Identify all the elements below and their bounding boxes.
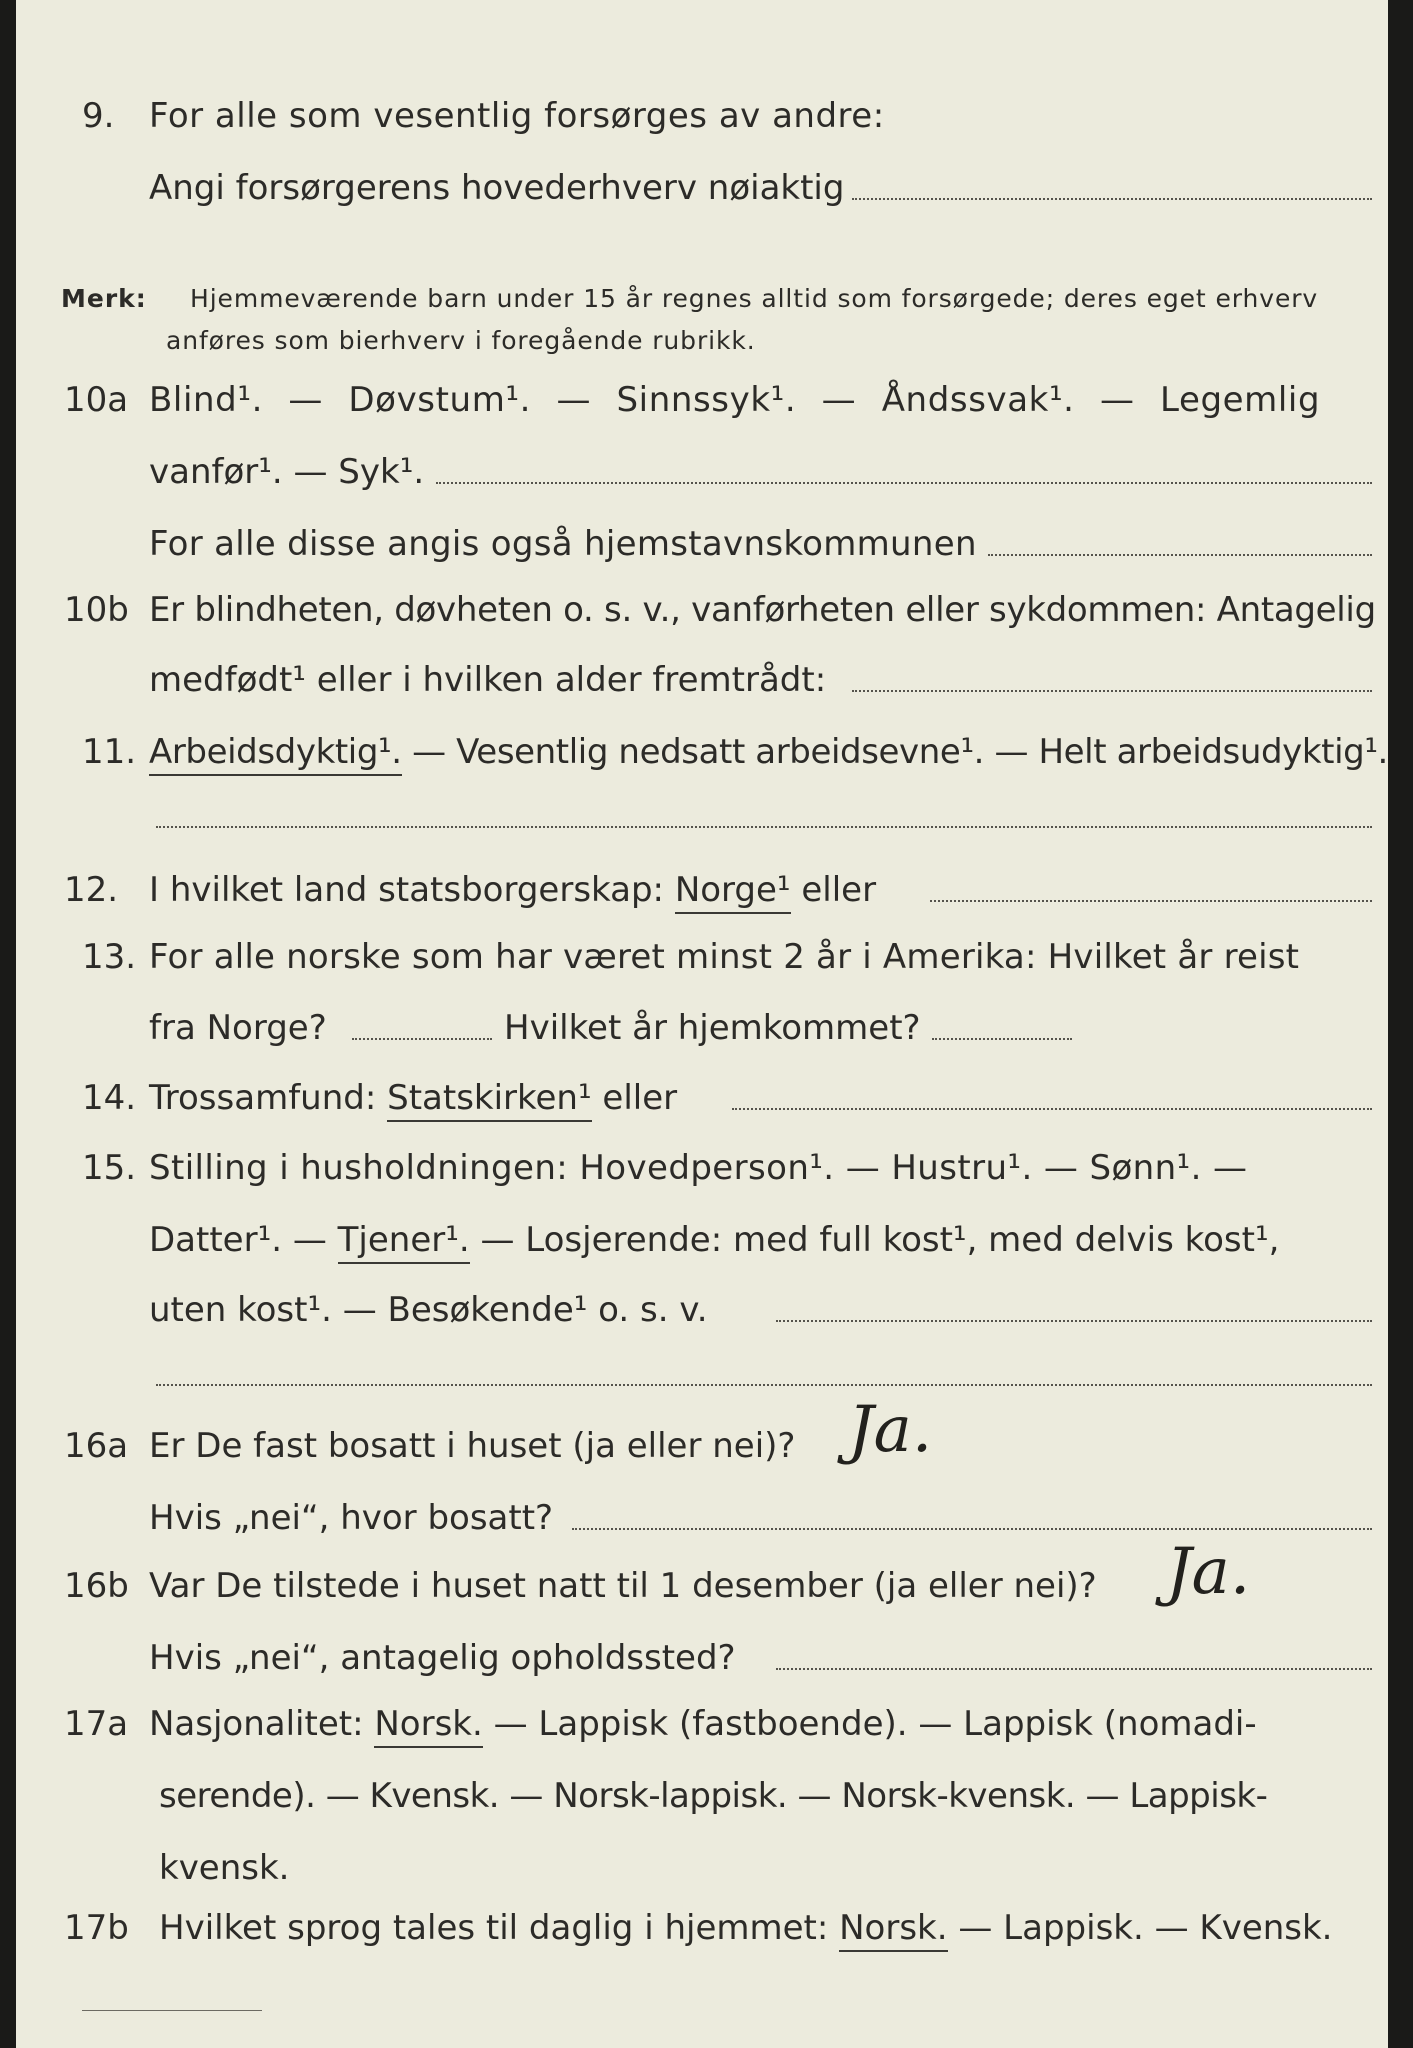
q10a-line1: Blind¹. — Døvstum¹. — Sinnssyk¹. — Åndssvak¹. — Legemlig [149, 380, 1321, 420]
q17a-line2: serende). — Kvensk. — Norsk-lappisk. — Norsk-kvensk. — Lappisk- [159, 1776, 1268, 1816]
q13-line2a: fra Norge? [149, 1008, 327, 1048]
q15-line2b: — Losjerende: med full kost¹, med delvis kost¹, [480, 1220, 1280, 1260]
census-form-page [16, 0, 1388, 2048]
q16a-answer-line[interactable] [572, 1528, 1372, 1530]
q16b-number: 16b [64, 1566, 129, 1606]
q10a-answer-line2[interactable] [988, 554, 1372, 556]
q10b-line2: medfødt¹ eller i hvilken alder fremtrådt: [149, 660, 827, 700]
q16a-line2: Hvis „nei“, hvor bosatt? [149, 1498, 554, 1538]
q12-option-selected[interactable]: Norge¹ [675, 870, 791, 914]
q12-answer-line[interactable] [930, 900, 1372, 902]
q11-option-selected[interactable]: Arbeidsdyktig¹. [149, 732, 402, 776]
q17a-line1 [149, 1704, 1257, 1744]
q12-suffix: eller [801, 870, 877, 910]
q16a-handwritten-answer[interactable]: Ja. [848, 1393, 933, 1467]
q15-line3: uten kost¹. — Besøkende¹ o. s. v. [149, 1290, 708, 1330]
q14-text [149, 1078, 677, 1118]
q17a-line1rest: — Lappisk (fastboende). — Lappisk (nomadi- [493, 1704, 1257, 1744]
note-label: Merk: [61, 284, 147, 313]
q12-text [149, 870, 876, 910]
q16b-line1: Var De tilstede i huset natt til 1 desember (ja eller nei)? [149, 1566, 1097, 1606]
q15-number: 15. [82, 1148, 137, 1188]
note-line2: anføres som bierhverv i foregående rubrikk. [166, 326, 756, 355]
q14-option-selected[interactable]: Statskirken¹ [387, 1078, 591, 1122]
q12-number: 12. [64, 870, 119, 910]
q13-number: 13. [82, 937, 137, 977]
q10a-line2: vanfør¹. — Syk¹. [149, 452, 425, 492]
q13-return-line[interactable] [932, 1038, 1072, 1040]
q9-number: 9. [82, 96, 115, 136]
q17b-prefix: Hvilket sprog tales til daglig i hjemmet: [159, 1908, 829, 1948]
q9-line1: For alle som vesentlig forsørges av andre: [149, 96, 885, 136]
q12-prefix: I hvilket land statsborgerskap: [149, 870, 664, 910]
q17a-number: 17a [64, 1704, 129, 1744]
q10a-number: 10a [64, 380, 129, 420]
q14-suffix: eller [602, 1078, 678, 1118]
q11-rest: — Vesentlig nedsatt arbeidsevne¹. — Helt arbeidsudyktig¹. [401, 732, 1388, 772]
footnote-divider [82, 2010, 262, 2011]
q13-departure-line[interactable] [352, 1038, 492, 1040]
q14-number: 14. [82, 1078, 137, 1118]
q16a-number: 16a [64, 1426, 129, 1466]
q9-answer-line[interactable] [852, 198, 1372, 200]
q17b-option-selected[interactable]: Norsk. [839, 1908, 947, 1952]
q10a-answer-line1[interactable] [436, 482, 1372, 484]
q15-line1: Stilling i husholdningen: Hovedperson¹. — Hustru¹. — Sønn¹. — [149, 1148, 1248, 1188]
q15-line2a: Datter¹. — [149, 1220, 327, 1260]
q16b-answer-line[interactable] [776, 1668, 1372, 1670]
q10b-answer-line[interactable] [852, 690, 1372, 692]
q14-prefix: Trossamfund: [149, 1078, 377, 1118]
q13-line2b: Hvilket år hjemkommet? [504, 1008, 921, 1048]
q15-answer-line1[interactable] [776, 1320, 1372, 1322]
q16a-line1: Er De fast bosatt i huset (ja eller nei)? [149, 1426, 796, 1466]
q15-line2 [149, 1220, 1279, 1260]
q10b-line1: Er blindheten, døvheten o. s. v., vanførheten eller sykdommen: Antagelig [149, 590, 1376, 630]
q17b-text [159, 1908, 1333, 1948]
q9-line2: Angi forsørgerens hovederhverv nøiaktig [149, 168, 845, 208]
q11-answer-line[interactable] [156, 826, 1372, 828]
q11-text [149, 732, 1388, 772]
q14-answer-line[interactable] [732, 1108, 1372, 1110]
q17a-prefix: Nasjonalitet: [149, 1704, 364, 1744]
q10a-line3: For alle disse angis også hjemstavnskommunen [149, 524, 977, 564]
q15-answer-line2[interactable] [156, 1384, 1372, 1386]
q13-line1: For alle norske som har været minst 2 år i Amerika: Hvilket år reist [149, 937, 1300, 977]
q11-number: 11. [82, 732, 137, 772]
q15-option-selected[interactable]: Tjener¹. [338, 1220, 470, 1264]
q17a-line3: kvensk. [159, 1848, 290, 1888]
q17a-option-selected[interactable]: Norsk. [374, 1704, 482, 1748]
q16b-line2: Hvis „nei“, antagelig opholdssted? [149, 1638, 736, 1678]
q17b-suffix: — Lappisk. — Kvensk. [958, 1908, 1333, 1948]
q17b-number: 17b [64, 1908, 129, 1948]
note-line1: Hjemmeværende barn under 15 år regnes alltid som forsørgede; deres eget erhverv [190, 284, 1319, 313]
q16b-handwritten-answer[interactable]: Ja. [1166, 1535, 1251, 1609]
q10b-number: 10b [64, 590, 129, 630]
